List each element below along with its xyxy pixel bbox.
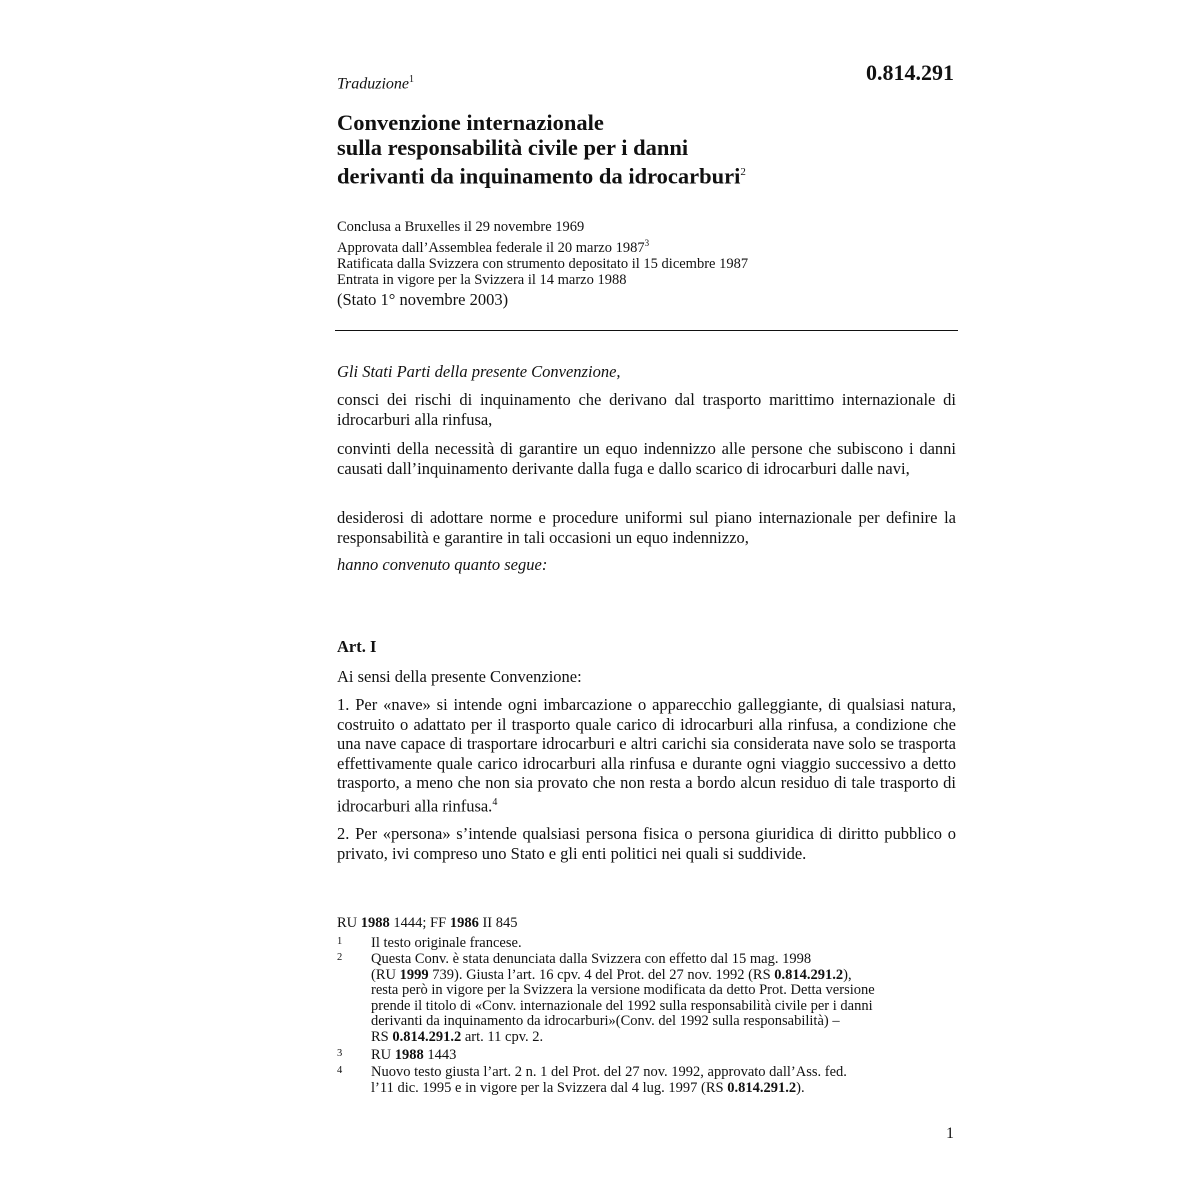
footnote-number: 3 [337,1048,343,1059]
law-reference-link[interactable]: 0.814.291.2 [774,966,844,983]
article-paragraph-2: 2. Per «persona» s’intende qualsiasi persona fisica o persona giuridica di diritto pubblico o privato, ivi compreso uno Stato e gli enti politici nei quali si suddivide. [337,824,956,863]
footnote-number: 4 [337,1065,343,1076]
preamble-closing: hanno convenuto quanto segue: [337,555,548,574]
document-meta [337,219,748,288]
translation-label: Traduzione [337,75,410,93]
document-number: 0.814.291 [866,60,954,85]
footnote-ref[interactable]: 4 [492,796,498,808]
preamble-intro: Gli Stati Parti della presente Convenzione, [337,362,621,381]
meta-approved: Approvata dall’Assemblea federale il 20 marzo 1987$^3$ [337,238,650,256]
footnote-number: 2 [337,952,343,963]
footnote-ref[interactable]: 3 [644,238,650,248]
title-line-2: sulla responsabilità civile per i danni [337,135,689,160]
status-date: (Stato 1° novembre 2003) [337,290,509,309]
document-title [337,110,957,189]
law-reference-link[interactable]: 0.814.291.2 [727,1079,797,1096]
meta-in-force: Entrata in vigore per la Svizzera il 14 marzo 1988 [337,271,627,288]
official-references: RU 1988 1444; FF 1986 II 845 [337,915,518,931]
footnote-ref[interactable]: 1 [409,74,415,85]
preamble-paragraph-1: consci dei rischi di inquinamento che derivano dal trasporto marittimo internazionale di idrocarburi alla rinfusa, [337,390,956,429]
translation-note [337,74,414,93]
article-intro: Ai sensi della presente Convenzione: [337,667,582,686]
meta-concluded: Conclusa a Bruxelles il 29 novembre 1969 [337,219,585,235]
title-line-1: Convenzione internazionale [337,110,604,135]
preamble-paragraph-2: convinti della necessità di garantire un equo indennizzo alle persone che subiscono i danni causati dall’inquinamento derivante dalla fuga e dallo scarico di idrocarburi dalle navi, [337,439,956,478]
page-number: 1 [946,1125,954,1142]
law-reference-link[interactable]: 0.814.291.2 [392,1028,462,1045]
article-paragraph-1: 1. Per «nave» si intende ogni imbarcazione o apparecchio galleggiante, di qualsiasi natura, costruito o adattato per il trasporto quale carico di idrocarburi alla rinfusa, a condizione che una nave capace di trasportare idrocarburi e altri carichi sia considerata nave solo se trasporta effettivamente quale carico idrocarburi alla rinfusa e durante ogni viaggio successivo a detto trasporto, a meno che non sia provato che non resta a bordo alcun residuo di tale trasporto di idrocarburi alla rinfusa.$^4$ [337,695,956,815]
header-divider [335,330,958,331]
meta-ratified: Ratificata dalla Svizzera con strumento depositato il 15 dicembre 1987 [337,255,749,272]
preamble-paragraph-3: desiderosi di adottare norme e procedure uniformi sul piano internazionale per definire la responsabilità e garantire in tali occasioni un equo indennizzo, [337,508,956,547]
footnote-ref[interactable]: 2 [740,166,746,178]
footnote-number: 1 [337,936,343,947]
document-page: Traduzione$^1$ 0.814.291 Convenzione internazionale sulla responsabilità civile per i danni derivanti da inquinamento da idrocarburi$^2$ Conclusa a Bruxelles il 29 novembre 1969 Approvata dall’Assemblea federale il 20 marzo 1987$^3$ Ratificata dalla Svizzera con strumento depositato il 15 dicembre 1987 Entrata in vigore per la Svizzera il 14 marzo 1988 (Stato 1° novembre 2003) Gli Stati Parti della presente Convenzione, consci dei rischi di inquinamento che derivano dal trasporto marittimo internazionale di idrocarburi alla rinfusa, convinti della necessità di garantire un equo indennizzo alle persone che subiscono i danni causati dall’inquinamento derivante dalla fuga e dallo scarico di idrocarburi dalle navi, desiderosi di adottare norme e procedure uniformi sul piano internazionale per definire la responsabilità e garantire in tali occasioni un equo indennizzo, hanno convenuto quanto segue: Art. I Ai sensi della presente Convenzione: 1. Per «nave» si intende ogni imbarcazione o apparecchio galleggiante, di qualsiasi natura, costruito o adattato per il trasporto quale carico di idrocarburi alla rinfusa, a condizione che una nave capace di trasportare idrocarburi e altri carichi sia considerata nave solo se trasporta effettivamente quale carico idrocarburi alla rinfusa e durante ogni viaggio successivo a detto trasporto, a meno che non sia provato che non resta a bordo alcun residuo di tale trasporto di idrocarburi alla rinfusa.$^4$ 2. Per «persona» s’intende qualsiasi persona fisica o persona giuridica di diritto pubblico o privato, ivi compreso uno Stato e gli enti politici nei quali si suddivide. RU 1988 1444; FF 1986 II 845 1 Il testo originale francese. 2 Questa Conv. è stata denunciata dalla Svizzera con effetto dal 15 mag. 1998 (RU 1999 739). Giusta l’art. 16 cpv. 4 del Prot. del 27 nov. 1992 (RS 0.814.291.2), resta però in vigore per la Svizzera la versione modificata da detto Prot. Detta versione prende il titolo di «Conv. internazionale del 1992 sulla responsabilità civile per i danni derivanti da inquinamento da idrocarburi»(Conv. del 1992 sulla responsabilità) – RS 0.814.291.2 art. 11 cpv. 2. 3 RU 1988 1443 4 Nuovo testo giusta l’art. 2 n. 1 del Prot. del 27 nov. 1992, approvato dall’Ass. fed. l’11 dic. 1995 e in vigore per la Svizzera dal 4 lug. 1997 (RS 0.814.291.2). 1 [337,60,956,1142]
article-heading: Art. I [337,637,377,656]
title-line-3: derivanti da inquinamento da idrocarburi$^2$ [337,163,746,189]
